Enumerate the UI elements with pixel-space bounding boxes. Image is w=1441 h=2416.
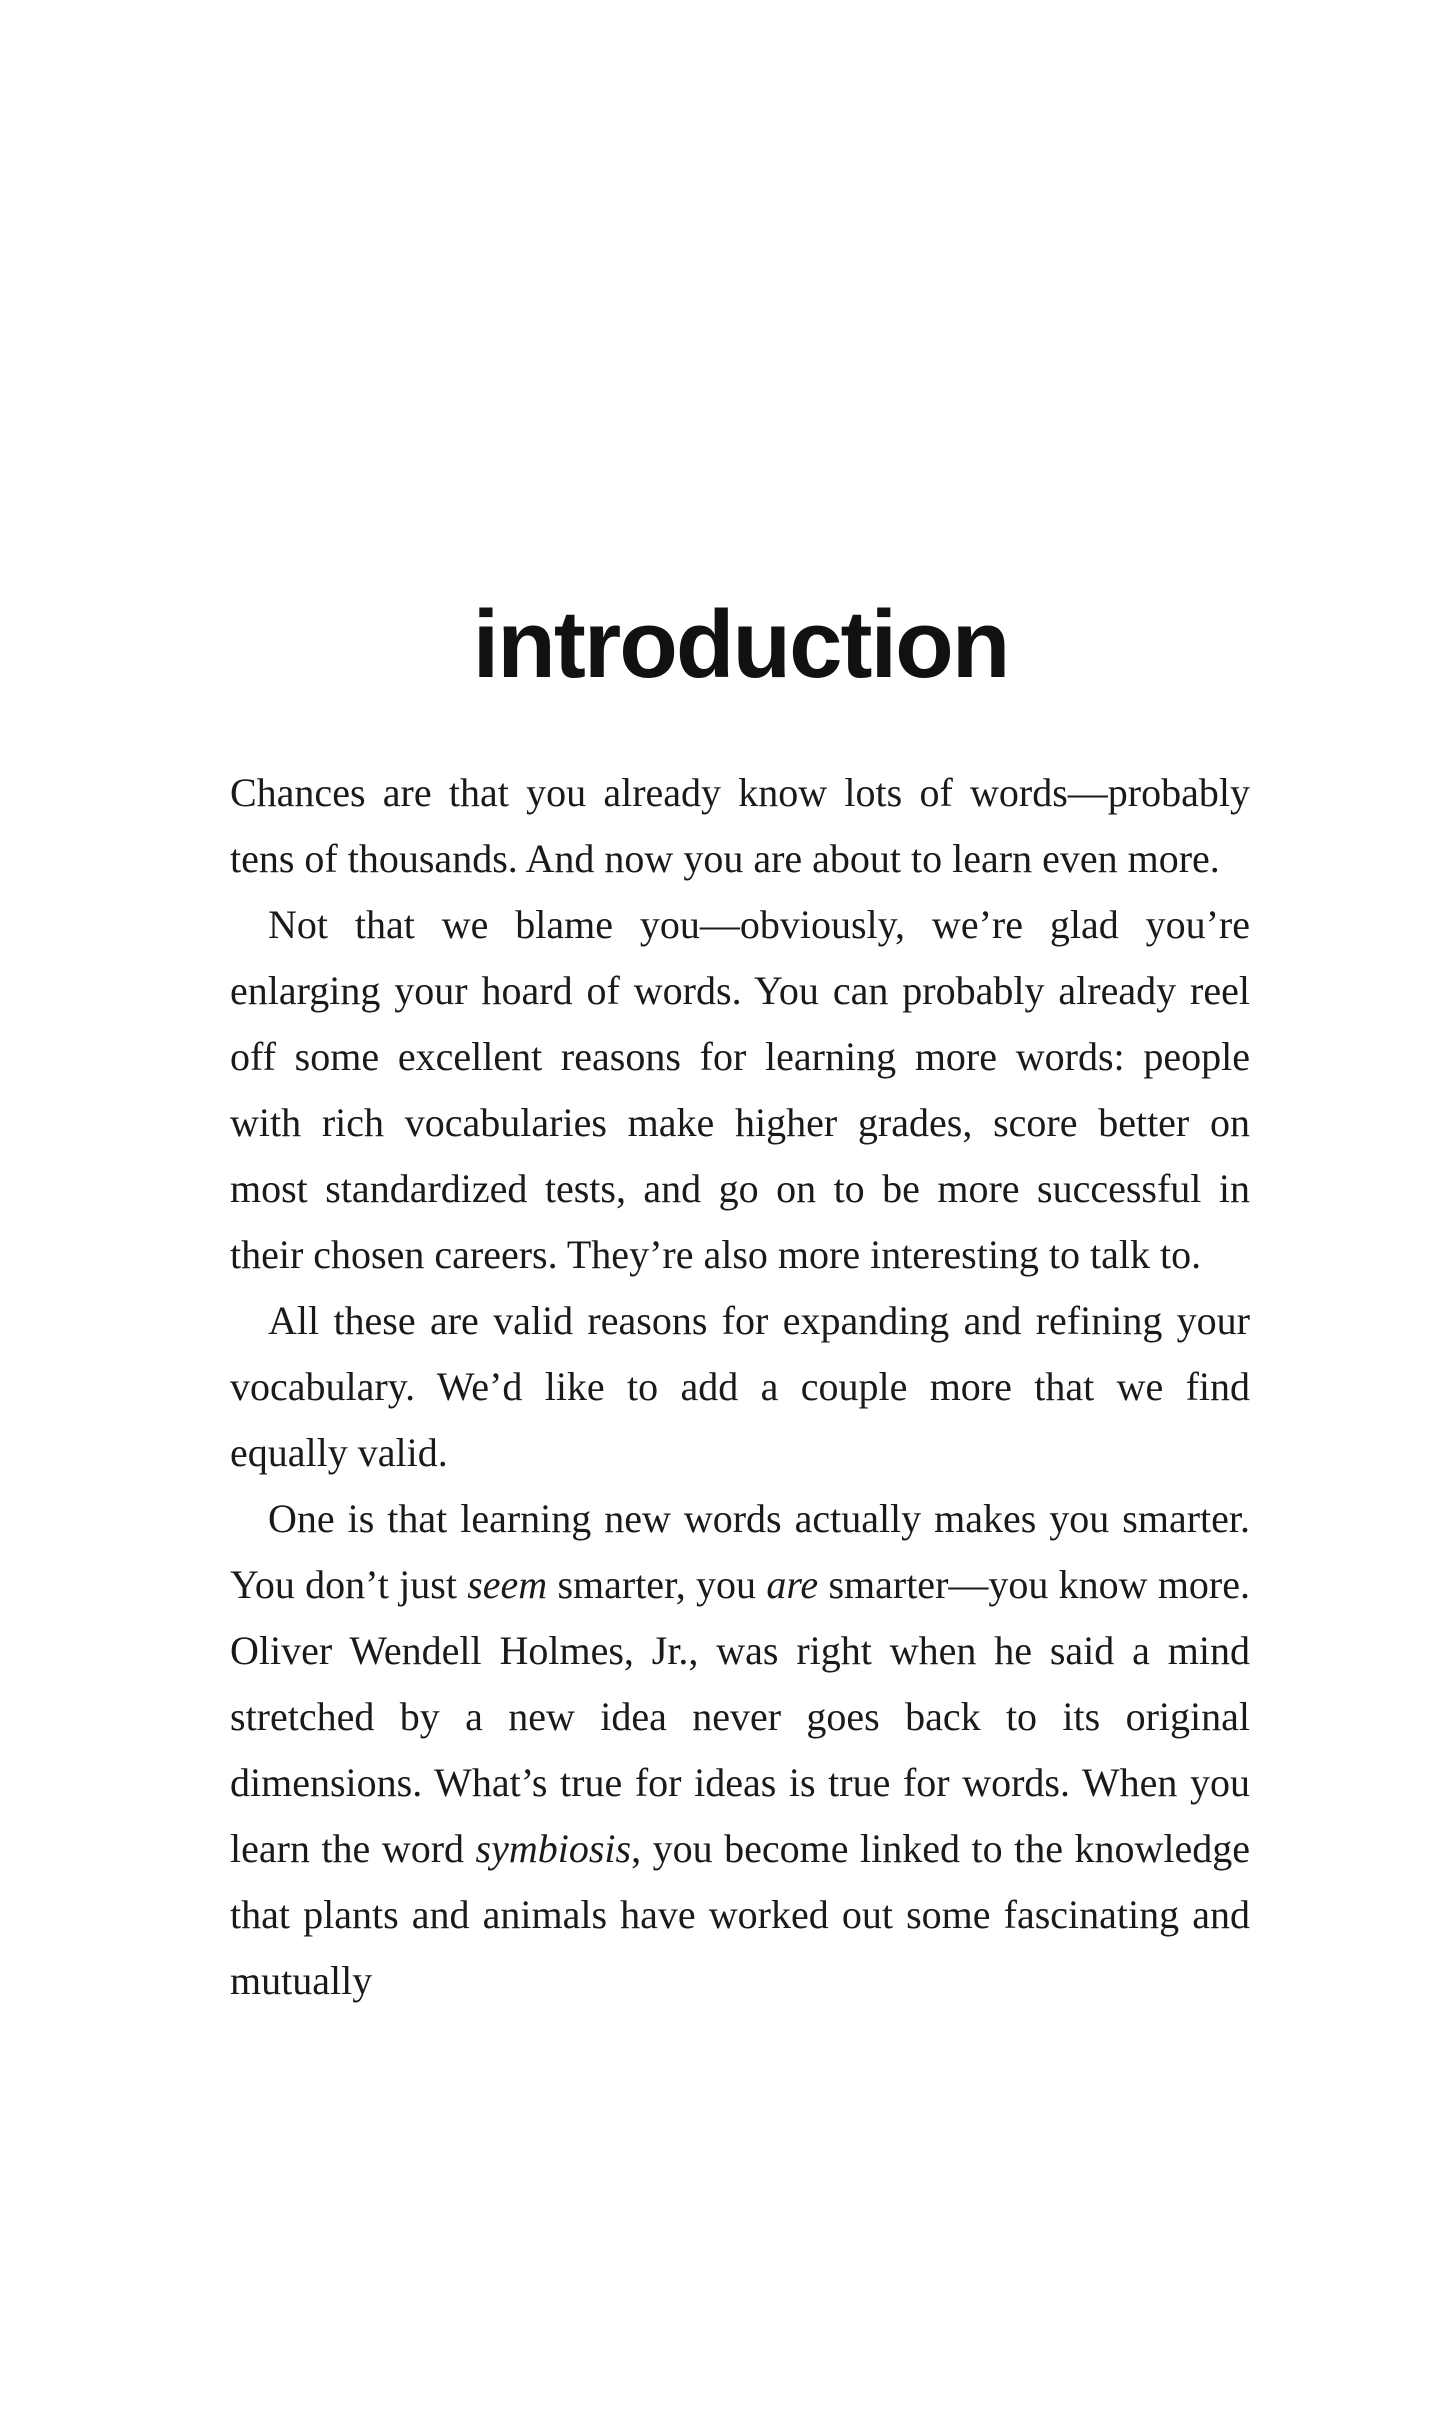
chapter-body: [230, 760, 1250, 2014]
emphasis-seem: seem: [467, 1562, 548, 1607]
paragraph-4-text-4: , you become linked to the knowledge that plants and animals have worked out some fascinating and mutually: [230, 1826, 1251, 2003]
paragraph-4-text-1: One is that learning new words actually makes you smarter. You don’t just: [230, 1496, 1250, 1607]
emphasis-symbiosis: symbiosis: [475, 1826, 632, 1871]
chapter-title: introduction: [472, 591, 1009, 698]
paragraph-4-text-3: smarter—you know more. Oliver Wendell Holmes, Jr., was right when he said a mind stretched by a new idea never goes back to its original dimensions. What’s true for ideas is true for words. When you learn the word: [230, 1562, 1251, 1871]
emphasis-are: are: [766, 1562, 819, 1607]
paragraph-4: [230, 1486, 1250, 2014]
paragraph-2: Not that we blame you—obviously, we’re glad you’re enlarging your hoard of words. You can probably already reel off some excellent reasons for learning more words: people with rich vocabularies make higher grades, score better on most standardized tests, and go on to be more successful in their chosen careers. They’re also more interesting to talk to.: [230, 902, 1250, 1277]
paragraph-3: All these are valid reasons for expanding and refining your vocabulary. We’d like to add a couple more that we find equally valid.: [230, 1298, 1250, 1475]
paragraph-4-text-2: smarter, you: [547, 1562, 767, 1607]
paragraph-1: Chances are that you already know lots of words—probably tens of thousands. And now you are about to learn even more.: [230, 770, 1250, 881]
